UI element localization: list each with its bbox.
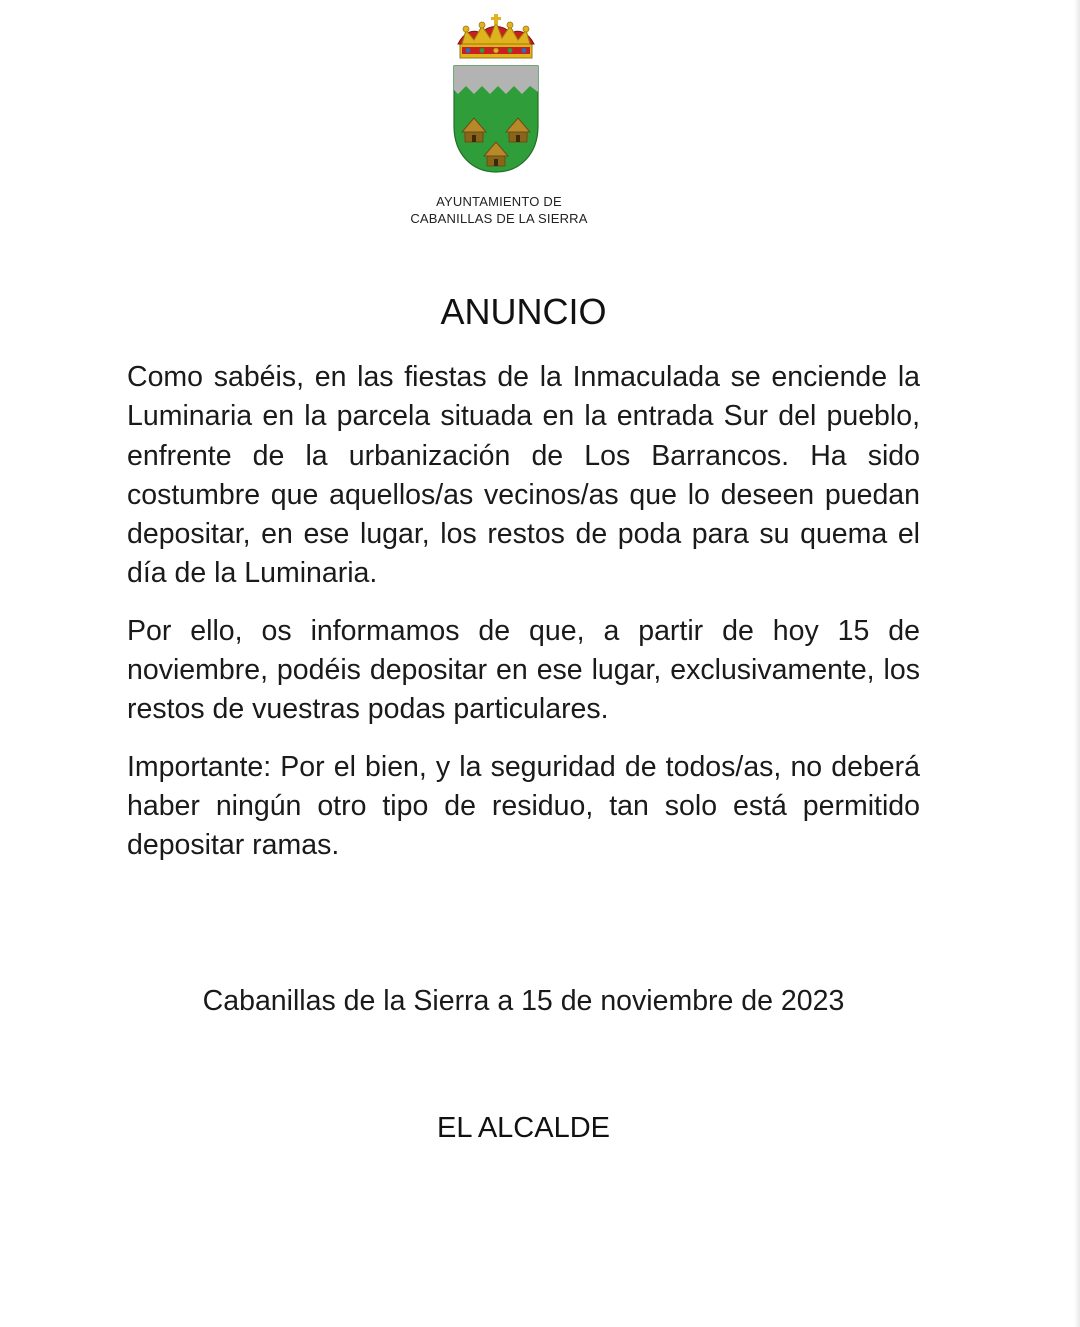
paragraph: Importante: Por el bien, y la seguridad de todos/as, no deberá haber ningún otro tipo de residuo, tan solo está permitido depositar ramas. <box>127 750 920 862</box>
organization-name <box>380 193 618 227</box>
organization-name-line-1: AYUNTAMIENTO DE <box>436 194 562 209</box>
municipal-coat-of-arms-icon <box>448 14 544 176</box>
paragraph: Por ello, os informamos de que, a partir de hoy 15 de noviembre, podéis depositar en ese lugar, exclusivamente, los restos de vuestras podas particulares. <box>127 614 920 726</box>
shield-icon <box>454 66 538 172</box>
signature-title: EL ALCALDE <box>436 1112 611 1144</box>
announcement-body <box>127 358 920 884</box>
page-edge <box>1074 0 1080 1327</box>
crown-icon <box>458 14 534 58</box>
place-and-date: Cabanillas de la Sierra a 15 de noviembre de 2023 <box>202 985 845 1017</box>
document-title: ANUNCIO <box>440 291 607 332</box>
paragraph: Como sabéis, en las fiestas de la Inmaculada se enciende la Luminaria en la parcela situada en la entrada Sur del pueblo, enfrente de la urbanización de Los Barrancos. Ha sido costumbre que aquellos/as vecinos/as que lo deseen puedan depositar, en ese lugar, los restos de poda para su quema el día de la Luminaria. <box>127 361 920 590</box>
organization-name-line-2: CABANILLAS DE LA SIERRA <box>410 211 588 226</box>
